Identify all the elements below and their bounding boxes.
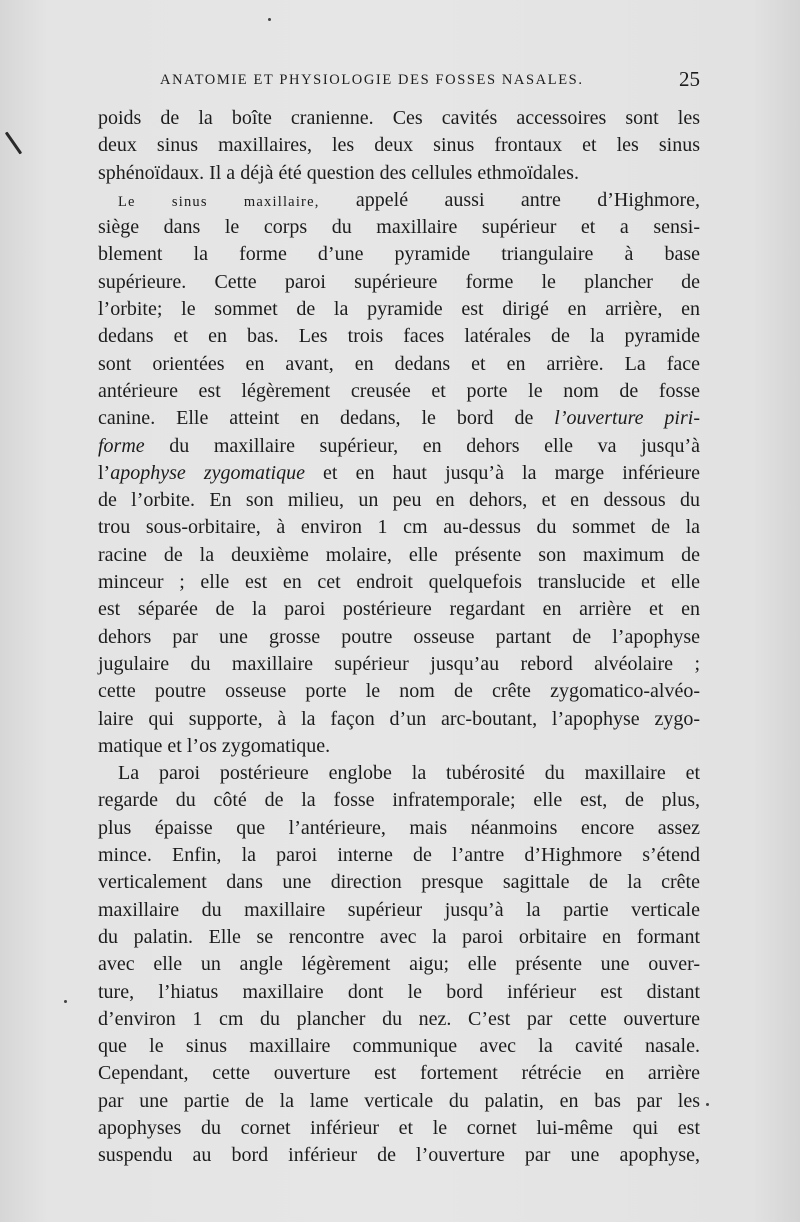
text-line: maxillaire du maxillaire supérieur jusqu’à la partie verticale: [98, 898, 700, 921]
paragraph-start-line: La paroi postérieure englobe la tubérosité du maxillaire et: [118, 762, 700, 785]
text-line: que le sinus maxillaire communique avec la cavité nasale.: [98, 1035, 700, 1058]
text-line: trou sous-orbitaire, à environ 1 cm au-dessus du sommet de la: [98, 516, 700, 539]
text-line: avec elle un angle légèrement aigu; elle présente une ouver-: [98, 953, 700, 976]
text-line: antérieure est légèrement creusée et porte le nom de fosse: [98, 379, 700, 402]
text-line: [98, 460, 700, 487]
text-line: apophyses du cornet inférieur et le cornet lui-même qui est: [98, 1116, 700, 1139]
ink-speck: [268, 18, 271, 21]
text-line: jugulaire du maxillaire supérieur jusqu’au rebord alvéolaire ;: [98, 652, 700, 675]
paragraph-start-line: [98, 187, 700, 214]
body-text: [98, 105, 700, 1170]
text-line: sont orientées en avant, en dedans et en arrière. La face: [98, 352, 700, 375]
text-line: matique et l’os zygomatique.: [98, 734, 331, 757]
text-line: supérieure. Cette paroi supérieure forme le plancher de: [98, 270, 700, 293]
running-header: [98, 68, 700, 92]
italic-term: forme: [98, 434, 145, 457]
text-span: et en haut jusqu’à la marge inférieure: [304, 461, 700, 484]
text-line: regarde du côté de la fosse infratemporale; elle est, de plus,: [98, 789, 700, 812]
text-line: ture, l’hiatus maxillaire dont le bord inférieur est distant: [98, 980, 700, 1003]
text-line: mince. Enfin, la paroi interne de l’antre d’Highmore s’étend: [98, 844, 700, 867]
text-line: dedans et en bas. Les trois faces latérales de la pyramide: [98, 325, 700, 348]
text-line: verticalement dans une direction presque sagittale de la crête: [98, 871, 700, 894]
text-span: appelé aussi antre d’Highmore,: [319, 188, 701, 211]
ink-speck: [64, 1000, 67, 1003]
text-span: du maxillaire supérieur, en dehors elle va jusqu’à: [144, 434, 700, 457]
text-span: l’: [98, 461, 111, 484]
text-line: l’orbite; le sommet de la pyramide est dirigé en arrière, en: [98, 298, 700, 321]
text-line: de l’orbite. En son milieu, un peu en dehors, et en dessous du: [98, 489, 700, 512]
text-line: minceur ; elle est en cet endroit quelquefois translucide et elle: [98, 571, 700, 594]
text-line: d’environ 1 cm du plancher du nez. C’est par cette ouverture: [98, 1007, 700, 1030]
text-line: suspendu au bord inférieur de l’ouverture par une apophyse,: [98, 1144, 700, 1167]
text-line: plus épaisse que l’antérieure, mais néanmoins encore assez: [98, 816, 700, 839]
running-title: ANATOMIE ET PHYSIOLOGIE DES FOSSES NASALES.: [160, 72, 584, 88]
text-line: sphénoïdaux. Il a déjà été question des cellules ethmoïdales.: [98, 161, 579, 184]
small-caps-term: Le sinus maxillaire,: [118, 193, 320, 210]
text-line: racine de la deuxième molaire, elle présente son maximum de: [98, 543, 700, 566]
text-line: [98, 433, 700, 460]
page-number: 25: [679, 67, 700, 91]
text-span: canine. Elle atteint en dedans, le bord de: [98, 407, 555, 430]
text-line: du palatin. Elle se rencontre avec la paroi orbitaire en formant: [98, 925, 700, 948]
text-line: blement la forme d’une pyramide triangulaire à base: [98, 243, 700, 266]
italic-term: apophyse zygomatique: [110, 461, 305, 484]
italic-term: l’ouverture piri-: [554, 407, 700, 430]
text-line: deux sinus maxillaires, les deux sinus frontaux et les sinus: [98, 134, 700, 157]
ink-speck: [706, 1103, 709, 1106]
text-line: par une partie de la lame verticale du palatin, en bas par les: [98, 1089, 700, 1112]
text-line: poids de la boîte cranienne. Ces cavités accessoires sont les: [98, 107, 700, 129]
text-line: cette poutre osseuse porte le nom de crête zygomatico-alvéo-: [98, 680, 700, 703]
text-line: est séparée de la paroi postérieure regardant en arrière et en: [98, 598, 700, 621]
text-line: siège dans le corps du maxillaire supérieur et a sensi-: [98, 216, 700, 239]
margin-ink-mark: [5, 131, 22, 154]
text-line: Cependant, cette ouverture est fortement rétrécie en arrière: [98, 1062, 700, 1085]
text-line: [98, 405, 700, 432]
text-line: laire qui supporte, à la façon d’un arc-boutant, l’apophyse zygo-: [98, 707, 700, 730]
text-line: dehors par une grosse poutre osseuse partant de l’apophyse: [98, 625, 700, 648]
